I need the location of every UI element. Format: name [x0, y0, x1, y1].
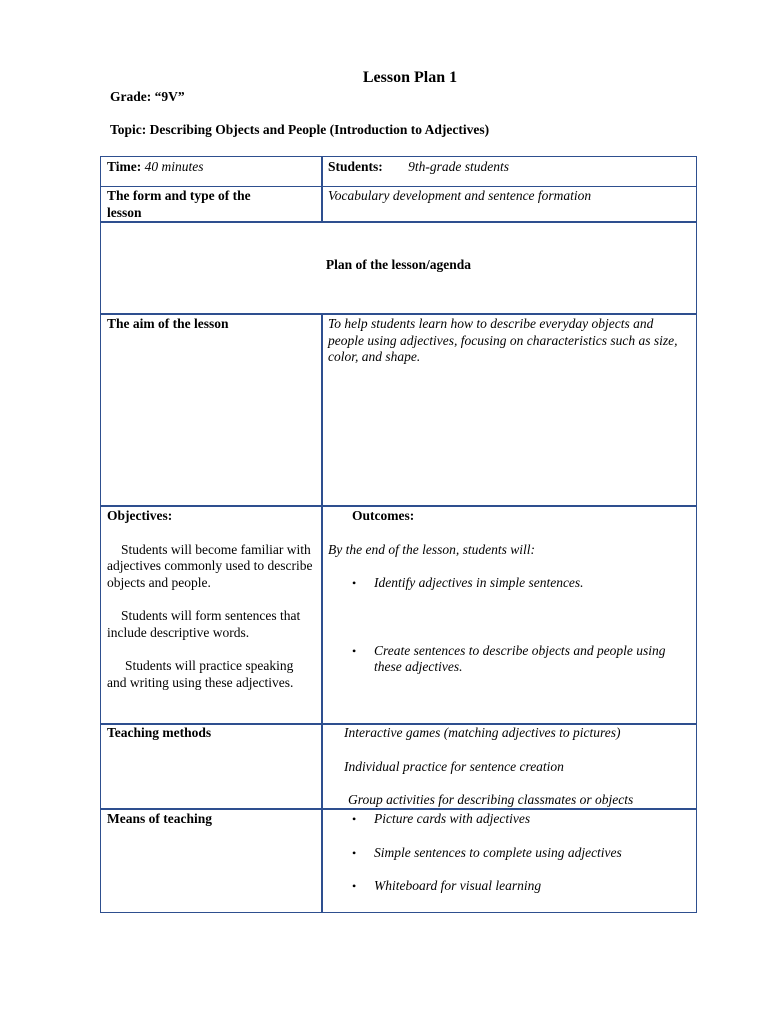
means-text: Picture cards with adjectives — [374, 811, 531, 826]
aim-label-cell — [100, 313, 323, 507]
means-text: Simple sentences to complete using adjectives — [374, 844, 622, 860]
students-cell — [321, 156, 697, 187]
bullet-icon: • — [352, 576, 357, 590]
objectives-label: Objectives: — [107, 508, 173, 523]
bullet-icon: • — [352, 845, 357, 860]
outcomes-intro: By the end of the lesson, students will: — [328, 541, 535, 557]
outcome-text: Create sentences to describe objects and people using these adjectives. — [374, 642, 666, 674]
agenda-heading: Plan of the lesson/agenda — [325, 257, 472, 272]
means-label: Means of teaching — [107, 811, 212, 826]
time-value: 40 minutes — [144, 159, 204, 174]
means-cell — [321, 808, 697, 913]
objective-item: Students will become familiar with adjectives commonly used to describe objects and people. — [107, 541, 313, 590]
form-value-cell — [321, 186, 697, 223]
aim-value: To help students learn how to describe everyday objects and people using adjectives, focusing on characteristics such as size, color, and shape. — [328, 316, 678, 364]
means-label-cell — [100, 808, 323, 913]
form-label-cell — [100, 186, 323, 223]
outcome-text: Identify adjectives in simple sentences. — [374, 575, 584, 590]
outcome-item — [328, 575, 690, 592]
methods-label-cell — [100, 723, 323, 810]
aim-label: The aim of the lesson — [107, 316, 229, 331]
means-item — [328, 878, 690, 895]
method-item: Group activities for describing classmates or objects — [348, 792, 634, 807]
means-item — [328, 811, 690, 828]
bullet-icon: • — [352, 812, 357, 826]
grade-line: Grade: “9V” — [110, 89, 185, 104]
method-item: Individual practice for sentence creation — [344, 758, 564, 774]
outcomes-label: Outcomes: — [352, 508, 415, 523]
means-item — [328, 845, 690, 862]
time-label: Time: — [107, 159, 142, 174]
objectives-cell — [100, 505, 323, 725]
objective-item: Students will practice speaking and writing using these adjectives. — [107, 658, 294, 690]
aim-value-cell — [321, 313, 697, 507]
means-text: Whiteboard for visual learning — [374, 878, 542, 893]
method-item: Interactive games (matching adjectives to pictures) — [344, 725, 621, 740]
bullet-icon: • — [352, 643, 357, 658]
time-cell — [100, 156, 323, 187]
agenda-cell — [100, 221, 697, 315]
objective-item: Students will form sentences that include descriptive words. — [107, 608, 301, 640]
bullet-icon: • — [352, 879, 357, 893]
page-title: Lesson Plan 1 — [362, 69, 458, 86]
topic-line: Topic: Describing Objects and People (Introduction to Adjectives) — [110, 122, 490, 137]
methods-label: Teaching methods — [107, 725, 212, 740]
form-label: The form and type of the lesson — [107, 188, 251, 220]
methods-cell — [321, 723, 697, 810]
outcome-item — [328, 643, 690, 676]
students-label: Students: — [328, 159, 383, 174]
outcomes-cell — [321, 505, 697, 725]
students-value: 9th-grade students — [408, 159, 510, 174]
form-value: Vocabulary development and sentence formation — [328, 188, 592, 203]
